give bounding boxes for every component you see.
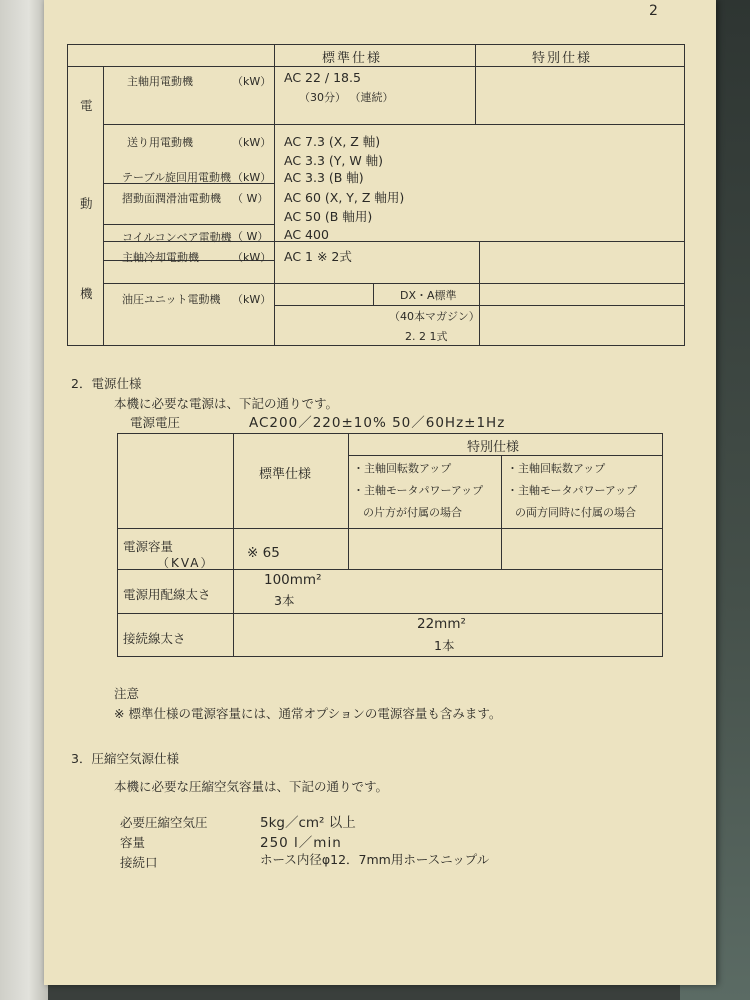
note-title: 注意 [114, 686, 140, 701]
group-label-2: 動 [80, 196, 93, 211]
row-name: 油圧ユニット電動機 [122, 293, 221, 306]
row-unit: （kW） [232, 171, 272, 184]
power-spec-table [117, 433, 665, 659]
row-std-value: （30分） （連続） [299, 91, 394, 104]
special-b-line: の両方同時に付属の場合 [515, 506, 636, 519]
col-standard: 標準仕様 [259, 467, 312, 482]
section3-heading: 3．圧縮空気源仕様 [71, 751, 179, 766]
desk-left-edge [0, 0, 48, 1000]
air-item-label: 接続口 [120, 855, 158, 870]
special-b-line: ・主軸モータパワーアップ [507, 484, 638, 497]
ground-count: 1本 [434, 638, 455, 653]
col-special: 特別仕様 [467, 440, 520, 455]
ground-label: 接続線太さ [123, 631, 186, 646]
group-label-3: 機 [80, 286, 93, 301]
row-std-value: AC 3.3 (B 軸) [284, 170, 364, 185]
air-item-value: 5kg／cm² 以上 [260, 815, 356, 831]
motor-spec-table [67, 44, 687, 348]
row-std-value: AC 22 / 18.5 [284, 70, 361, 85]
row-std-value: AC 50 (B 軸用) [284, 209, 373, 224]
section2-intro: 本機に必要な電源は、下記の通りです。 [114, 396, 339, 411]
ground-value: 22mm² [417, 616, 466, 632]
row-special-value: 2. 2 1式 [405, 330, 448, 343]
page-number: 2 [649, 3, 658, 19]
section2-heading: 2．電源仕様 [71, 376, 142, 391]
document-page [44, 0, 716, 985]
row-std-value: AC 1 ※ 2式 [284, 249, 352, 264]
row-std-value: AC 400 [284, 227, 329, 242]
header-special: 特別仕様 [532, 51, 593, 66]
capacity-value: ※ 65 [247, 545, 280, 561]
wire-label: 電源用配線太さ [123, 587, 211, 602]
row-unit: （kW） [232, 251, 272, 264]
voltage-value: AC200／220±10% 50／60Hz±1Hz [249, 415, 506, 431]
special-a-line: ・主軸回転数アップ [353, 462, 452, 475]
row-special-value: DX・A標準 [400, 289, 457, 302]
row-unit: （ W） [232, 192, 269, 205]
air-item-label: 必要圧縮空気圧 [120, 815, 208, 830]
row-name: コイルコンベア電動機 [122, 231, 232, 244]
row-std-value: AC 3.3 (Y, W 軸) [284, 153, 384, 168]
row-name: テーブル旋回用電動機 [122, 171, 232, 184]
row-unit: （kW） [232, 75, 272, 88]
header-standard: 標準仕様 [322, 51, 383, 66]
row-unit: （ W） [232, 230, 269, 243]
air-item-value: 250 l／min [260, 835, 342, 851]
air-item-value: ホース内径φ12．7mm用ホースニップル [260, 852, 490, 867]
row-name: 送り用電動機 [127, 136, 193, 149]
note-text: ※ 標準仕様の電源容量には、通常オプションの電源容量も含みます。 [114, 706, 502, 721]
capacity-label: 電源容量 [123, 539, 174, 554]
wire-count: 3本 [274, 593, 295, 608]
wire-value: 100mm² [264, 572, 322, 588]
row-unit: （kW） [232, 293, 272, 306]
special-a-line: の片方が付属の場合 [363, 506, 462, 519]
air-item-label: 容量 [120, 835, 146, 850]
special-b-line: ・主軸回転数アップ [507, 462, 606, 475]
row-name: 摺動面潤滑油電動機 [122, 192, 221, 205]
voltage-label: 電源電圧 [130, 415, 181, 430]
row-name: 主軸冷却電動機 [122, 251, 199, 264]
capacity-unit: （KVA） [157, 556, 215, 570]
section3-intro: 本機に必要な圧縮空気容量は、下記の通りです。 [114, 779, 389, 794]
row-std-value: AC 7.3 (X, Z 軸) [284, 134, 381, 149]
row-unit: （kW） [232, 136, 272, 149]
group-label-1: 電 [80, 98, 93, 113]
row-name: 主軸用電動機 [127, 75, 193, 88]
row-std-value: AC 60 (X, Y, Z 軸用) [284, 190, 405, 205]
row-special-value: （40本マガジン） [389, 310, 480, 323]
special-a-line: ・主軸モータパワーアップ [353, 484, 484, 497]
